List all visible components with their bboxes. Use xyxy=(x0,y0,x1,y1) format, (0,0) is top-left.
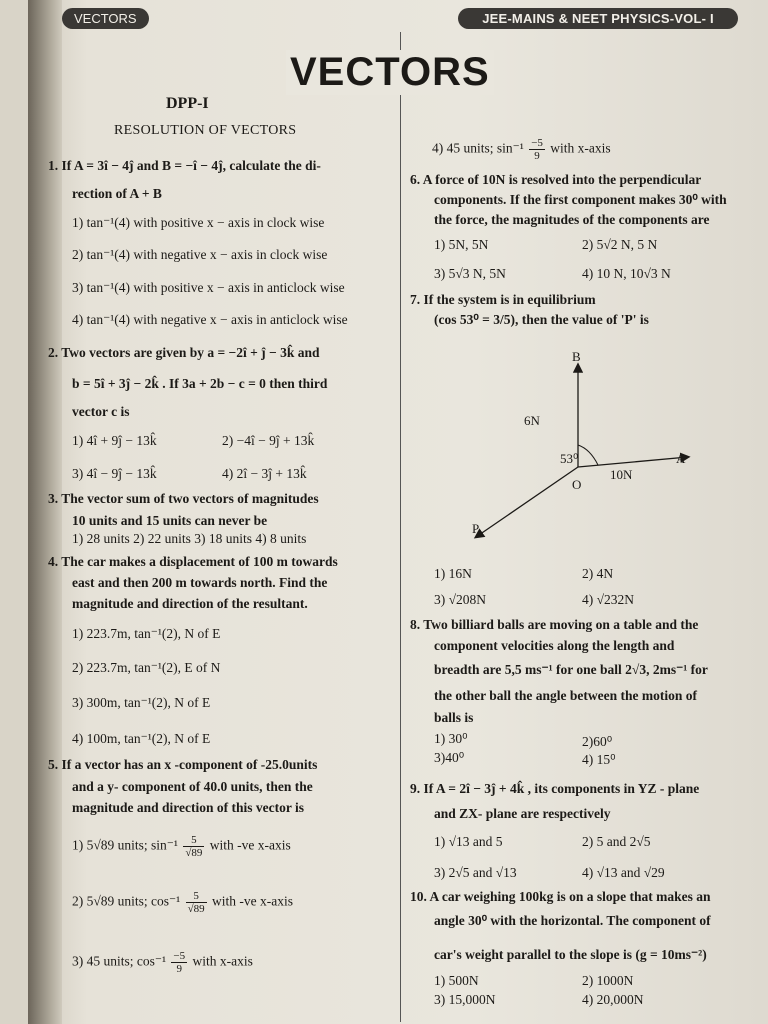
q3-options: 1) 28 units 2) 22 units 3) 18 units 4) 8 units xyxy=(72,531,307,546)
dpp-heading: DPP-I xyxy=(166,95,209,112)
q8-stem-line3: breadth are 5,5 ms⁻¹ for one ball 2√3, 2ms⁻¹ for xyxy=(434,662,708,677)
q10-stem-line1: 10. A car weighing 100kg is on a slope that makes an xyxy=(410,889,711,904)
q8-stem-line1: 8. Two billiard balls are moving on a table and the xyxy=(410,617,699,632)
label-o: O xyxy=(572,477,582,492)
q4-stem-line3: magnitude and direction of the resultant. xyxy=(72,596,308,611)
q7-option-2: 2) 4N xyxy=(582,566,614,581)
q10-option-2: 2) 1000N xyxy=(582,973,634,988)
q1-stem-line2: rection of A + B xyxy=(72,186,162,201)
q5-option-4 xyxy=(432,137,611,162)
force-diagram xyxy=(420,345,720,555)
q5-option-2-suffix: with -ve x-axis xyxy=(212,893,293,909)
chapter-tag: VECTORS xyxy=(62,8,149,29)
q2-option-4: 4) 2î − 3ĵ + 13k̂ xyxy=(222,466,307,481)
q1-option-4: 4) tan⁻¹(4) with negative x − axis in anticlock wise xyxy=(72,312,348,327)
column-divider xyxy=(400,32,401,1022)
q5-option-4-fraction xyxy=(529,137,545,162)
page-title: VECTORS xyxy=(286,50,494,95)
q2-stem-line2: b = 5î + 3ĵ − 2k̂ . If 3a + 2b − c = 0 then third xyxy=(72,376,328,391)
q5-option-1-suffix: with -ve x-axis xyxy=(209,837,291,853)
q4-stem-line2: east and then 200 m towards north. Find the xyxy=(72,575,328,590)
q8-stem-line2: component velocities along the length and xyxy=(434,638,675,653)
q4-stem-line1: 4. The car makes a displacement of 100 m towards xyxy=(48,554,338,569)
q7-option-4: 4) √232N xyxy=(582,592,635,607)
label-p: P xyxy=(472,521,480,536)
q8-option-2: 2)60⁰ xyxy=(582,734,613,749)
q9-option-4: 4) √13 and √29 xyxy=(582,865,665,880)
section-subtitle: RESOLUTION OF VECTORS xyxy=(114,123,297,138)
q5-option-3 xyxy=(72,950,253,975)
q5-option-2-text: 2) 5√89 units; cos⁻¹ xyxy=(72,893,181,909)
book-title-tag: JEE-MAINS & NEET PHYSICS-VOL- I xyxy=(458,8,738,29)
q5-option-2-denominator: √89 xyxy=(187,903,205,915)
q5-option-4-text: 4) 45 units; sin⁻¹ xyxy=(432,140,524,156)
page-binding-shadow xyxy=(28,0,62,1024)
q8-stem-line4: the other ball the angle between the motion of xyxy=(434,688,697,703)
q2-option-3: 3) 4î − 9ĵ − 13k̂ xyxy=(72,466,157,481)
q6-stem-line2: components. If the first component makes 30⁰ with xyxy=(434,192,727,207)
q4-option-4: 4) 100m, tan⁻¹(2), N of E xyxy=(72,731,211,746)
q5-option-4-denominator: 9 xyxy=(534,150,540,162)
q1-stem-line1: 1. If A = 3î − 4ĵ and B = −î − 4ĵ, calculate the di- xyxy=(48,158,321,173)
q5-option-3-fraction xyxy=(171,950,187,975)
q5-option-1-numerator: 5 xyxy=(183,834,204,847)
q6-option-4: 4) 10 N, 10√3 N xyxy=(582,266,671,281)
q10-stem-line3: car's weight parallel to the slope is (g = 10ms⁻²) xyxy=(434,947,707,962)
q6-option-1: 1) 5N, 5N xyxy=(434,237,489,252)
q8-option-4: 4) 15⁰ xyxy=(582,752,616,767)
q2-option-2: 2) −4î − 9ĵ + 13k̂ xyxy=(222,433,315,448)
label-a: A xyxy=(676,451,686,466)
q9-option-3: 3) 2√5 and √13 xyxy=(434,865,517,880)
q7-option-1: 1) 16N xyxy=(434,566,472,581)
q5-option-3-denominator: 9 xyxy=(176,963,183,975)
q5-option-3-numerator: −5 xyxy=(173,950,186,962)
q7-option-3: 3) √208N xyxy=(434,592,487,607)
q8-option-1: 1) 30⁰ xyxy=(434,731,468,746)
q4-option-1: 1) 223.7m, tan⁻¹(2), N of E xyxy=(72,626,221,641)
q5-option-3-suffix: with x-axis xyxy=(192,953,253,969)
q2-option-1: 1) 4î + 9ĵ − 13k̂ xyxy=(72,433,157,448)
q9-stem-line2: and ZX- plane are respectively xyxy=(434,806,611,821)
q5-option-3-text: 3) 45 units; cos⁻¹ xyxy=(72,953,167,969)
q8-option-3: 3)40⁰ xyxy=(434,750,465,765)
q10-option-1: 1) 500N xyxy=(434,973,479,988)
q9-option-1: 1) √13 and 5 xyxy=(434,834,503,849)
q9-stem-line1: 9. If A = 2î − 3ĵ + 4k̂ , its components in YZ - plane xyxy=(410,781,700,796)
q5-option-1-text: 1) 5√89 units; sin⁻¹ xyxy=(72,837,178,853)
q10-stem-line2: angle 30⁰ with the horizontal. The component of xyxy=(434,913,711,928)
q6-option-3: 3) 5√3 N, 5N xyxy=(434,266,506,281)
force-p-arrow xyxy=(476,467,578,537)
q5-option-4-suffix: with x-axis xyxy=(550,140,611,156)
label-6n: 6N xyxy=(524,413,540,428)
q10-option-4: 4) 20,000N xyxy=(582,992,644,1007)
q5-option-2 xyxy=(72,890,293,915)
q5-option-2-numerator: 5 xyxy=(186,890,207,903)
q10-option-3: 3) 15,000N xyxy=(434,992,496,1007)
q5-option-4-numerator: −5 xyxy=(531,137,543,149)
q1-option-1: 1) tan⁻¹(4) with positive x − axis in clock wise xyxy=(72,215,325,230)
label-b: B xyxy=(572,349,581,364)
q2-stem-line3: vector c is xyxy=(72,404,130,419)
q5-option-1 xyxy=(72,834,291,859)
q1-option-2: 2) tan⁻¹(4) with negative x − axis in clock wise xyxy=(72,247,328,262)
q5-option-1-denominator: √89 xyxy=(185,847,203,859)
q5-stem-line3: magnitude and direction of this vector is xyxy=(72,800,305,815)
q7-stem-line1: 7. If the system is in equilibrium xyxy=(410,292,596,307)
q4-option-2: 2) 223.7m, tan⁻¹(2), E of N xyxy=(72,660,221,675)
q7-stem-line2: (cos 53⁰ = 3/5), then the value of 'P' is xyxy=(434,312,649,327)
q5-stem-line2: and a y- component of 40.0 units, then the xyxy=(72,779,313,794)
q6-stem-line1: 6. A force of 10N is resolved into the perpendicular xyxy=(410,172,702,187)
q2-stem-line1: 2. Two vectors are given by a = −2î + ĵ − 3k̂ and xyxy=(48,345,320,360)
q5-option-1-fraction xyxy=(183,834,204,859)
angle-arc xyxy=(578,445,598,465)
q4-option-3: 3) 300m, tan⁻¹(2), N of E xyxy=(72,695,211,710)
q5-stem-line1: 5. If a vector has an x -component of -25.0units xyxy=(48,757,318,772)
label-10n: 10N xyxy=(610,467,633,482)
q9-option-2: 2) 5 and 2√5 xyxy=(582,834,651,849)
q3-stem-line2: 10 units and 15 units can never be xyxy=(72,513,268,528)
q6-option-2: 2) 5√2 N, 5 N xyxy=(582,237,658,252)
q8-stem-line5: balls is xyxy=(434,710,474,725)
q5-option-2-fraction xyxy=(186,890,207,915)
q6-stem-line3: the force, the magnitudes of the components are xyxy=(434,212,710,227)
q1-option-3: 3) tan⁻¹(4) with positive x − axis in anticlock wise xyxy=(72,280,345,295)
label-angle: 53⁰ xyxy=(560,451,579,466)
q3-stem-line1: 3. The vector sum of two vectors of magnitudes xyxy=(48,491,319,506)
